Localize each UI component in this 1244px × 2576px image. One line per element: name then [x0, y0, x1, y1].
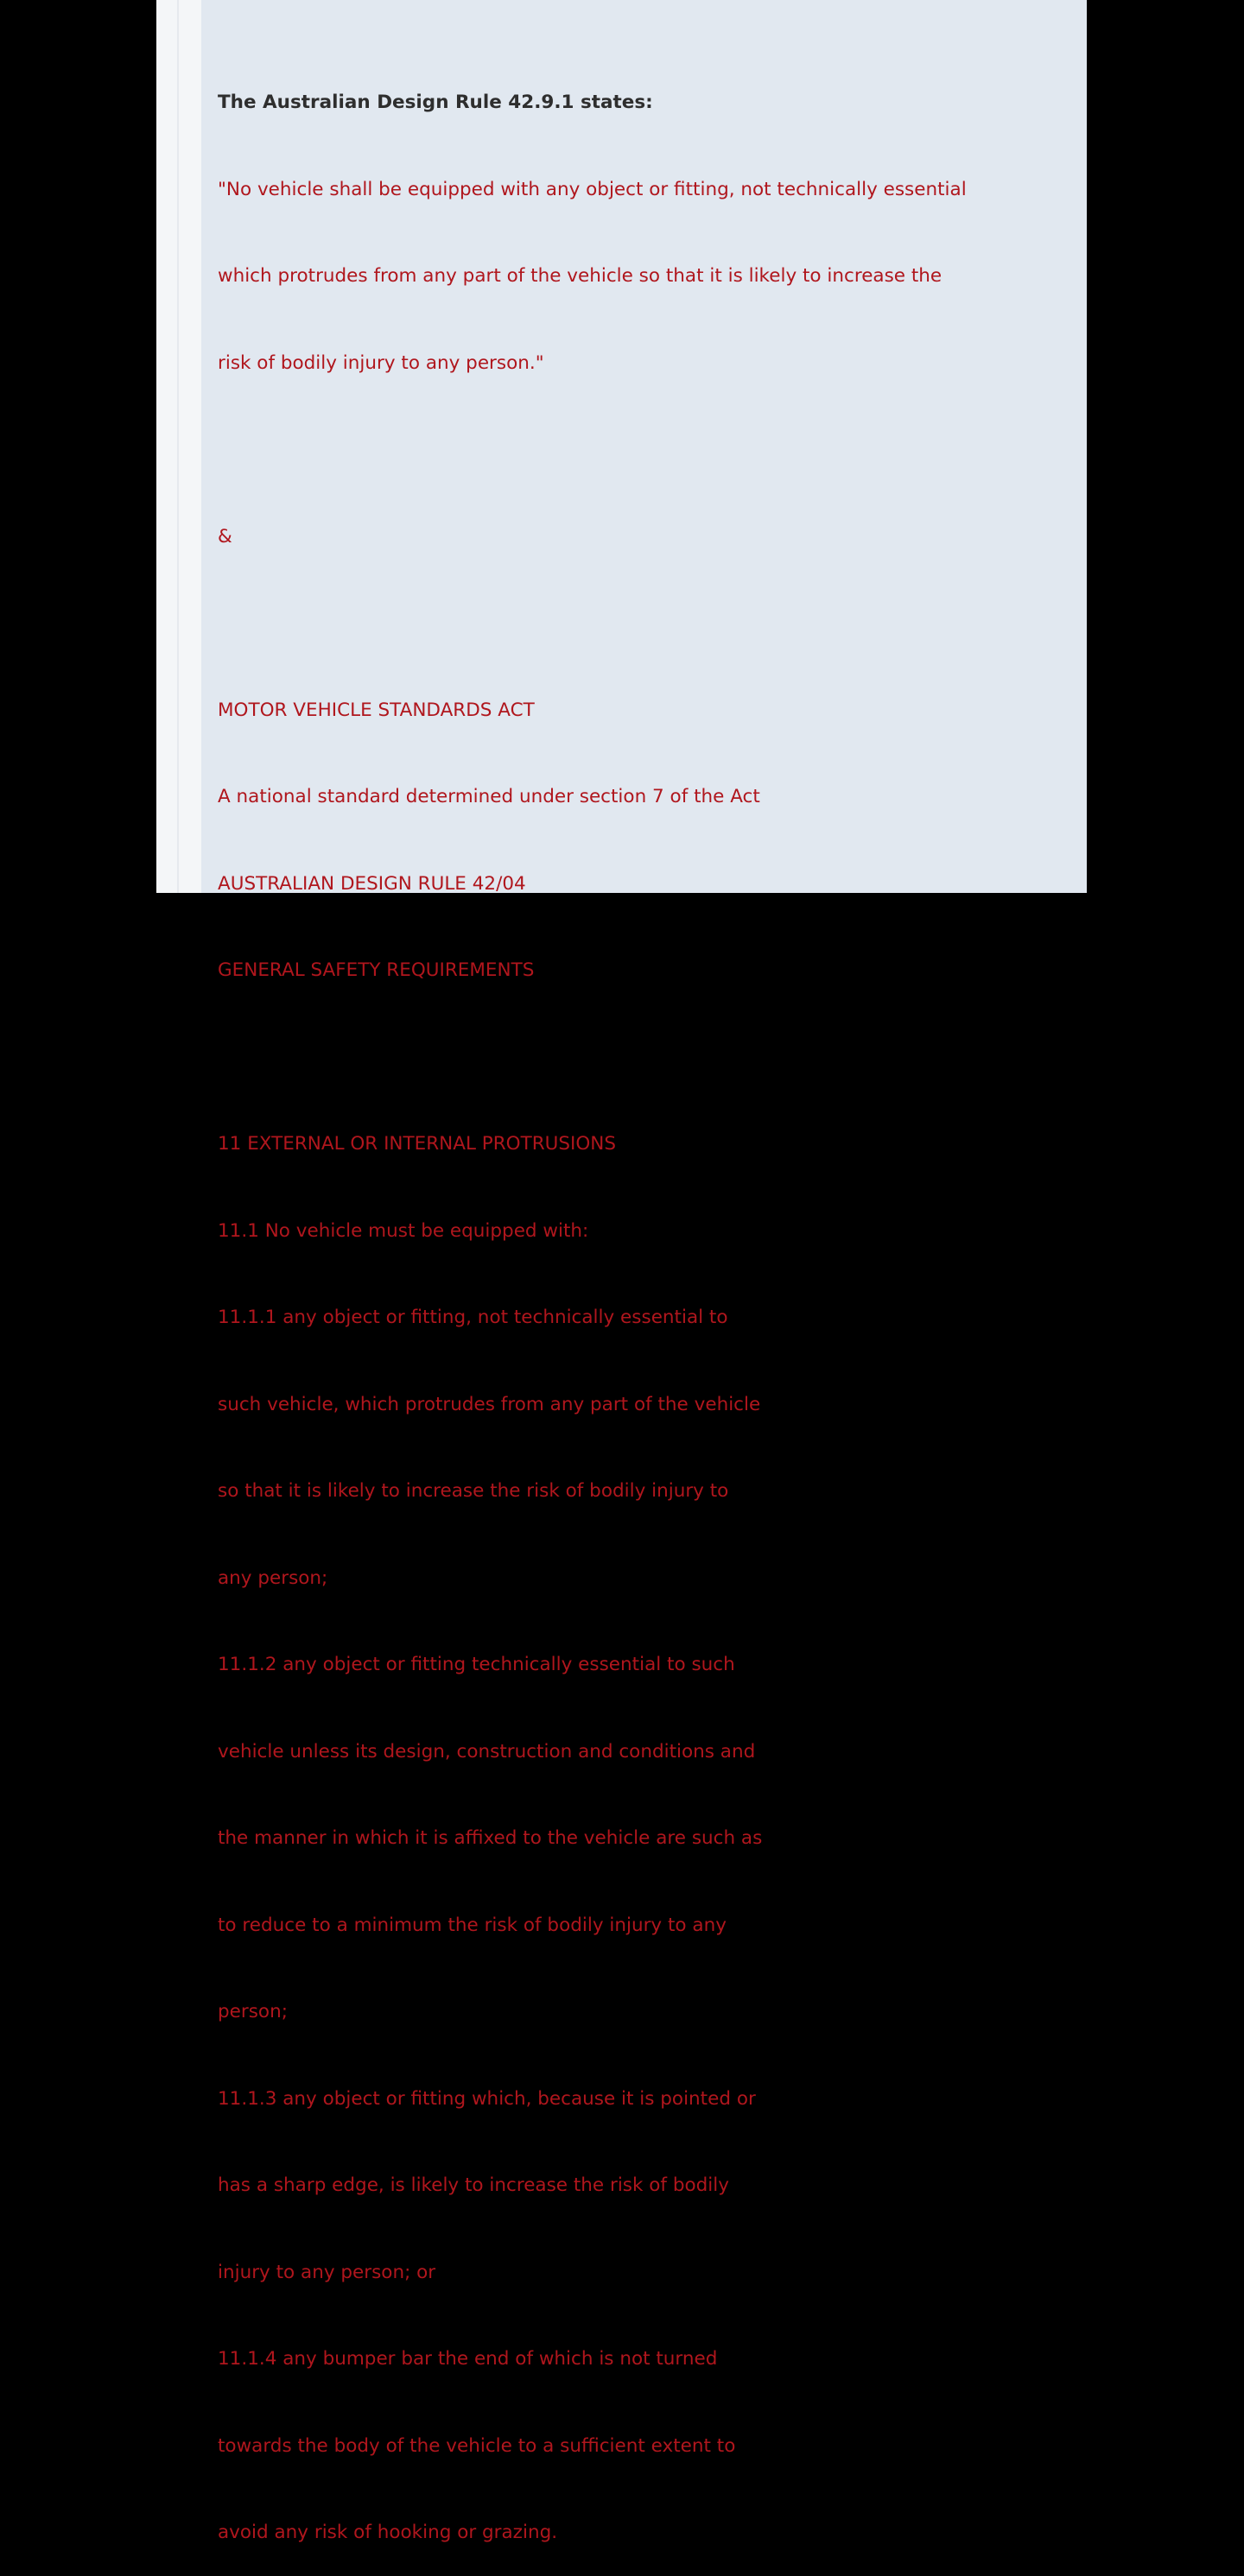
- spacer: [218, 609, 1047, 638]
- section-line: 11.1.3 any object or fitting which, because it is pointed or: [218, 2087, 756, 2110]
- ampersand-text: &: [218, 525, 232, 547]
- quote-left-border: [177, 0, 179, 893]
- section-line: 11.1.2 any object or fitting technically essential to such: [218, 1654, 735, 1675]
- section-line: vehicle unless its design, construction and conditions and: [218, 1740, 756, 1763]
- act-line: A national standard determined under section 7 of the Act: [218, 786, 760, 807]
- section-line: avoid any risk of hooking or grazing.: [218, 2522, 558, 2543]
- section-line: person;: [218, 2001, 288, 2022]
- section-line: injury to any person; or: [218, 2261, 436, 2283]
- post-content: [218, 30, 1047, 2576]
- section-line: 11.1 No vehicle must be equipped with:: [218, 1219, 589, 1242]
- spacer: [218, 435, 1047, 465]
- quote-line: which protrudes from any part of the vehicle so that it is likely to increase the: [218, 265, 943, 287]
- quote-line: risk of bodily injury to any person.": [218, 351, 544, 374]
- act-line: MOTOR VEHICLE STANDARDS ACT: [218, 699, 535, 721]
- quote-line: "No vehicle shall be equipped with any object or fitting, not technically essential: [218, 178, 967, 200]
- section-line: has a sharp edge, is likely to increase the risk of bodily: [218, 2174, 729, 2196]
- section-line: 11 EXTERNAL OR INTERNAL PROTRUSIONS: [218, 1133, 617, 1155]
- section-line: the manner in which it is affixed to the vehicle are such as: [218, 1827, 763, 1849]
- spacer: [218, 1043, 1047, 1073]
- section-line: towards the body of the vehicle to a sufficient extent to: [218, 2434, 736, 2457]
- section-line: to reduce to a minimum the risk of bodily injury to any: [218, 1914, 727, 1936]
- section-line: such vehicle, which protrudes from any part of the vehicle: [218, 1393, 761, 1415]
- post-heading: The Australian Design Rule 42.9.1 states:: [218, 92, 653, 113]
- act-line: AUSTRALIAN DESIGN RULE 42/04: [218, 872, 526, 895]
- section-line: any person;: [218, 1566, 328, 1589]
- section-line: so that it is likely to increase the risk of bodily injury to: [218, 1480, 729, 1502]
- act-line: GENERAL SAFETY REQUIREMENTS: [218, 959, 535, 981]
- section-line: 11.1.4 any bumper bar the end of which is not turned: [218, 2348, 718, 2370]
- section-line: 11.1.1 any object or fitting, not technically essential to: [218, 1307, 728, 1328]
